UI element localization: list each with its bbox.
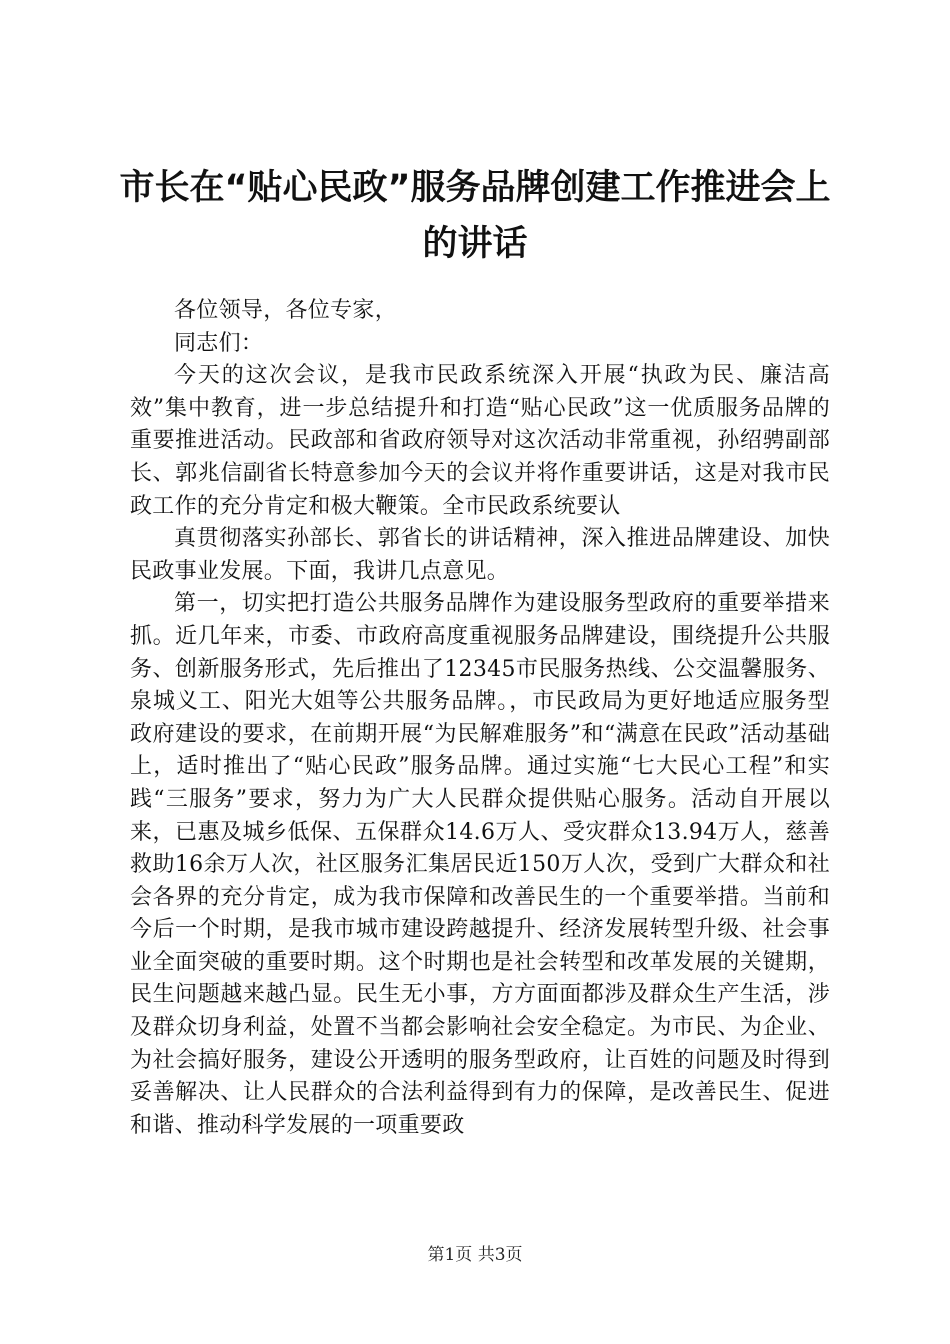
body-paragraph: 今天的这次会议，是我市民政系统深入开展“执政为民、廉洁高效”集中教育，进一步总结提升和打造“贴心民政”这一优质服务品牌的重要推进活动。民政部和省政府领导对这次活动非常重视，孙绍骋副部长、郭兆信副省长特意参加今天的会议并将作重要讲话，这是对我市民政工作的充分肯定和极大鞭策。全市民政系统要认: [130, 363, 830, 519]
document-body: [130, 295, 830, 1142]
salutation-line-1: 各位领导，各位专家，: [174, 298, 398, 323]
salutation-line-2: 同志们：: [174, 330, 264, 356]
body-paragraph: 第一，切实把打造公共服务品牌作为建设服务型政府的重要举措来抓。近几年来，市委、市政府高度重视服务品牌建设，围绕提升公共服务、创新服务形式，先后推出了12345市民服务热线、公交温馨服务、泉城义工、阳光大姐等公共服务品牌。，市民政局为更好地适应服务型政府建设的要求，在前期开展“为民解难服务”和“满意在民政”活动基础上，适时推出了“贴心民政”服务品牌。通过实施“七大民心工程”和实践“三服务”要求，努力为广大人民群众提供贴心服务。活动自开展以来，已惠及城乡低保、五保群众14.6万人、受灾群众13.94万人，慈善救助16余万人次，社区服务汇集居民近150万人次，受到广大群众和社会各界的充分肯定，成为我市保障和改善民生的一个重要举措。当前和今后一个时期，是我市城市建设跨越提升、经济发展转型升级、社会事业全面突破的重要时期。这个时期也是社会转型和改革发展的关键期，民生问题越来越凸显。民生无小事，方方面面都涉及群众生产生活，涉及群众切身利益，处置不当都会影响社会安全稳定。为市民、为企业、为社会搞好服务，建设公开透明的服务型政府，让百姓的问题及时得到妥善解决、让人民群众的合法利益得到有力的保障，是改善民生、促进和谐、推动科学发展的一项重要政: [130, 591, 830, 1138]
body-paragraph: 真贯彻落实孙部长、郭省长的讲话精神，深入推进品牌建设、加快民政事业发展。下面，我讲几点意见。: [130, 526, 830, 584]
page-number-footer: 第1页 共3页: [427, 1245, 523, 1265]
document-title: 市长在“贴心民政”服务品牌创建工作推进会上的讲话: [119, 168, 831, 264]
